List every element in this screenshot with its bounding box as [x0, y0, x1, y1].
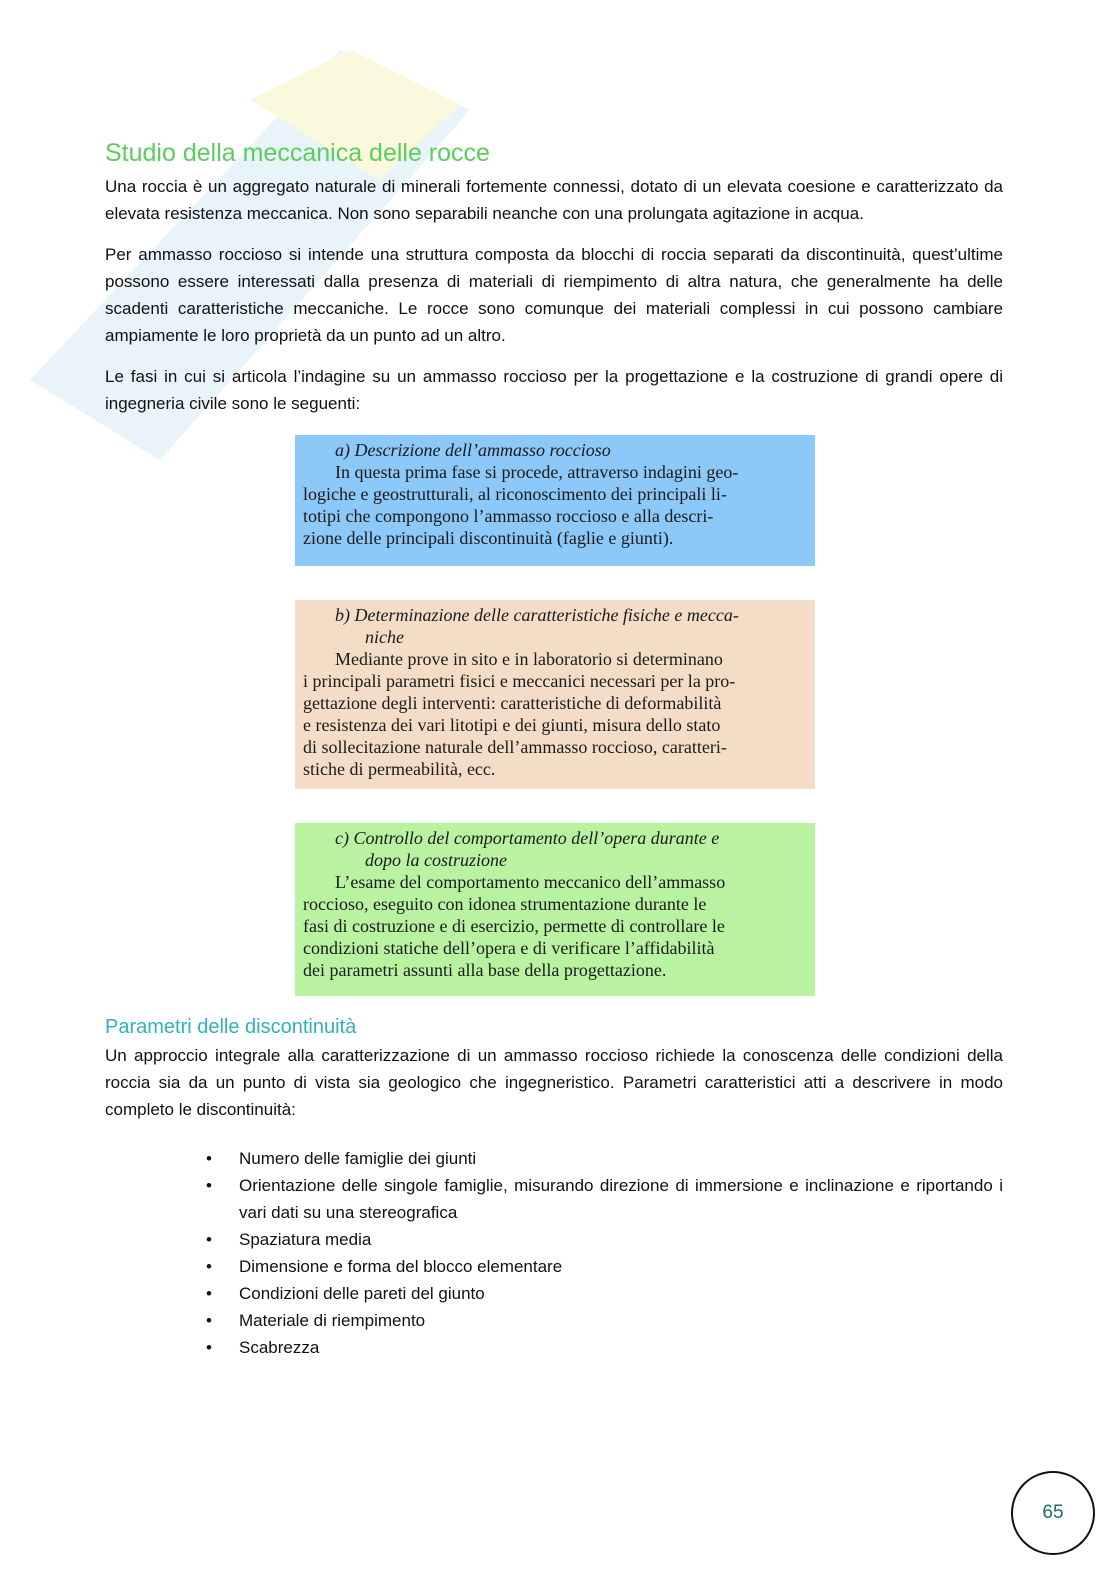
phase-text-line: i principali parametri fisici e meccanici necessari per la pro-: [303, 671, 736, 691]
list-item: • Condizioni delle pareti del giunto: [200, 1280, 1003, 1307]
list-item: • Scabrezza: [200, 1334, 1003, 1361]
phase-text-line: totipi che compongono l’ammasso roccioso e alla descri-: [303, 506, 714, 526]
phase-b-box: [295, 600, 815, 789]
phase-title: dopo la costruzione: [365, 850, 507, 870]
phase-c-box: [295, 823, 815, 996]
phase-text-line: e resistenza dei vari litotipi e dei giunti, misura dello stato: [303, 715, 721, 735]
intro-paragraph-3: Le fasi in cui si articola l’indagine su un ammasso roccioso per la progettazione e la costruzione di grandi opere di ingegneria civile sono le seguenti:: [105, 367, 1003, 413]
phase-text-line: condizioni statiche dell’opera e di verificare l’affidabilità: [303, 938, 715, 958]
page-number: 65: [1011, 1471, 1095, 1555]
phase-text-line: logiche e geostrutturali, al riconoscimento dei principali li-: [303, 484, 727, 504]
list-item: • Dimensione e forma del blocco elementare: [200, 1253, 1003, 1280]
phase-text-line: In questa prima fase si procede, attraverso indagini geo-: [335, 462, 739, 482]
phase-text-line: stiche di permeabilità, ecc.: [303, 759, 496, 779]
phase-text-line: L’esame del comportamento meccanico dell’ammasso: [335, 872, 726, 892]
list-item: • Materiale di riempimento: [200, 1307, 1003, 1334]
list-item: • Orientazione delle singole famiglie, misurando direzione di immersione e inclinazione e riportando i vari dati su una stereografica: [200, 1172, 1003, 1226]
section-paragraph: Un approccio integrale alla caratterizzazione di un ammasso roccioso richiede la conoscenza delle condizioni della roccia sia da un punto di vista sia geologico che ingegneristico. Parametri caratteristici atti a descrivere in modo completo le discontinuità:: [105, 1046, 1003, 1119]
phase-title: a) Descrizione dell’ammasso roccioso: [335, 440, 611, 460]
phase-text-line: zione delle principali discontinuità (faglie e giunti).: [303, 528, 674, 548]
list-item: • Numero delle famiglie dei giunti: [200, 1145, 1003, 1172]
phase-text-line: di sollecitazione naturale dell’ammasso roccioso, caratteri-: [303, 737, 727, 757]
phase-text-line: Mediante prove in sito e in laboratorio si determinano: [335, 649, 723, 669]
page-content: [105, 0, 1003, 1481]
phase-title: b) Determinazione delle caratteristiche fisiche e mecca-: [335, 605, 739, 625]
discontinuity-parameters-list: [200, 1145, 1003, 1361]
intro-paragraph-2: Per ammasso roccioso si intende una struttura composta da blocchi di roccia separati da discontinuità, quest’ultime possono essere interessati dalla presenza di materiali di riempimento di altra natura, che generalmente ha delle scadenti caratteristiche meccaniche. Le rocce sono comunque dei materiali complessi in cui possono cambiare ampiamente le loro proprietà da un punto ad un altro.: [105, 245, 1003, 345]
page-title: Studio della meccanica delle rocce: [105, 139, 490, 167]
phase-text-line: gettazione degli interventi: caratteristiche di deformabilità: [303, 693, 722, 713]
phase-a-box: [295, 435, 815, 566]
section-subtitle: Parametri delle discontinuità: [105, 1016, 357, 1038]
phase-text-line: fasi di costruzione e di esercizio, permette di controllare le: [303, 916, 725, 936]
intro-paragraph-1: Una roccia è un aggregato naturale di minerali fortemente connessi, dotato di un elevata coesione e caratterizzato da elevata resistenza meccanica. Non sono separabili neanche con una prolungata agitazione in acqua.: [105, 177, 1003, 223]
phase-title: c) Controllo del comportamento dell’opera durante e: [335, 828, 720, 848]
list-item: • Spaziatura media: [200, 1226, 1003, 1253]
phase-text-line: roccioso, eseguito con idonea strumentazione durante le: [303, 894, 707, 914]
phase-title: niche: [365, 627, 404, 647]
phase-text-line: dei parametri assunti alla base della progettazione.: [303, 960, 667, 980]
